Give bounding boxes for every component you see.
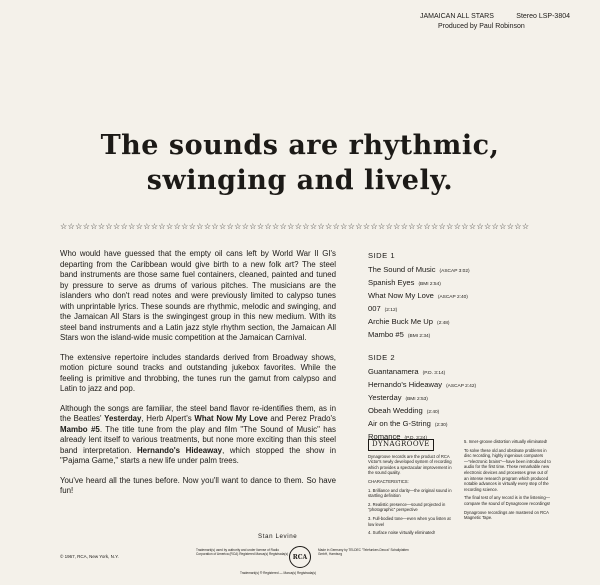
text-run: , which stopped the show in "Pajama Game," starts a new life under palm trees. (60, 445, 336, 465)
track-title: Hernando's Hideaway (368, 380, 443, 389)
liner-paragraph-2: The extensive repertoire includes standards derived from Broadway shows, motion picture sound tracks and outstanding jukebox favorites. While the feeling is primitive and throbbing, the tunes run the gamut from calypso and Latin to jazz and pop. (60, 352, 336, 393)
track-item (368, 291, 548, 304)
track-title: Yesterday (368, 393, 402, 402)
track-item (368, 304, 548, 317)
track-item (368, 419, 548, 432)
track-item (368, 393, 548, 406)
song-title-bold: Mambo #5 (60, 424, 100, 434)
track-item (368, 367, 548, 380)
side-1-heading: SIDE 1 (368, 251, 396, 260)
characteristics-heading: CHARACTERISTICS: (368, 478, 409, 484)
dynagroove-text: The final test of any record is in the listening—compare the sound of Dynagroove recordings! (464, 495, 551, 506)
text-run: , Herb Alpert's (141, 414, 195, 423)
track-title: Obeah Wedding (368, 406, 423, 415)
track-meta: (P.D. 3:14) (422, 371, 446, 376)
track-meta: (ASCAP 2:40) (437, 295, 468, 300)
text-run: and Perez Prado's (267, 414, 336, 423)
track-item (368, 380, 548, 393)
dynagroove-text: To solve these old and obstinate problems in disc recording, highly ingenious computers—"electronic brains"—have been introduced to audio for the first time. These remarkable new electronic devices and processes grew out of an intense research program which produced notable advances in virtually every step of the recording science. (464, 447, 551, 492)
manufacture-notice: Made in Germany by TELDEC "Telefunken-Decca" Schallplatten GmbH, Hamburg (318, 548, 409, 557)
dynagroove-intro: Dynagroove records are the product of RCA Victor's newly developed system of recording which provides a spectacular improvement in the sound quality. (368, 453, 452, 476)
dynagroove-logo: DYNAGROOVE (368, 439, 434, 451)
track-meta: (2:12) (384, 308, 398, 313)
track-item (368, 406, 548, 419)
track-meta: (BMI 2:54) (418, 282, 441, 287)
headline-line-2: swinging and lively. (146, 165, 454, 196)
track-meta: (BMI 2:53) (405, 397, 428, 402)
headline (0, 128, 600, 198)
headline-line-1: The sounds are rhythmic, (100, 130, 500, 161)
catalog-number: Stereo LSP-3804 (516, 13, 570, 20)
producer-credit: Produced by Paul Robinson (438, 23, 525, 30)
dynagroove-text: Dynagroove recordings are mastered on RCA Magnetic Tape. (464, 509, 549, 521)
artist-name: JAMAICAN ALL STARS (420, 13, 494, 20)
dynagroove-col-1 (368, 439, 456, 539)
track-title: Guantanamera (368, 367, 419, 376)
catalog-header (420, 12, 570, 32)
star-divider: ☆☆☆☆☆☆☆☆☆☆☆☆☆☆☆☆☆☆☆☆☆☆☆☆☆☆☆☆☆☆☆☆☆☆☆☆☆☆☆☆☆☆☆☆☆☆☆☆☆☆☆☆☆☆☆☆☆☆☆☆☆☆ (60, 222, 530, 231)
characteristic-item: 3. Full-bodied tone—even when you listen at low level (368, 515, 451, 527)
track-meta: (P.D. 3:24) (404, 436, 428, 441)
characteristic-item: 5. Inner-groove distortion virtually eliminated! (464, 439, 548, 444)
track-meta: (ASCAP 2:42) (446, 384, 477, 389)
text-run: . The title tune from the play and film "The Sound of Music" has already lent itself to various treatments, but none more exciting than this steel band interpretation. (60, 424, 336, 455)
characteristic-item: 4. Surface noise virtually eliminated! (368, 530, 436, 536)
song-title-bold: Yesterday (104, 414, 142, 423)
song-title-bold: Hernando's Hideaway (136, 445, 223, 455)
characteristic-item: 2. Realistic presence—sound projected in "photographic" perspective (368, 501, 446, 513)
track-meta: (ASCAP 3:02) (439, 269, 470, 274)
characteristic-item: 1. Brilliance and clarity—the original sound in startling definition (368, 487, 452, 499)
dynagroove-col-2 (464, 439, 552, 539)
track-meta: (2:48) (437, 321, 450, 326)
track-title: Air on the G-String (368, 419, 431, 428)
song-title-bold: What Now My Love (194, 414, 268, 423)
track-title: Spanish Eyes (368, 278, 415, 287)
liner-paragraph-4: You've heard all the tunes before. Now you'll want to dance to them. So have fun! (60, 475, 336, 495)
legal-notice: Trademark(s) used by authority and under license of Radio Corporation of America (RCA) Registered Marca(s) Registrada(s) (196, 548, 289, 557)
dynagroove-panel (368, 439, 552, 539)
track-title: 007 (368, 304, 381, 313)
tracklist (368, 251, 548, 445)
track-title: What Now My Love (368, 291, 434, 300)
text-run: Although the songs are familiar, the steel band flavor re-identifies them, as in the Beatles' (60, 403, 336, 423)
track-meta: (BMI 2:34) (407, 334, 431, 339)
copyright: © 1967, RCA, New York, N.Y. (60, 554, 119, 559)
liner-paragraph-3 (60, 404, 336, 467)
author-signature: Stan Levine (258, 533, 298, 540)
track-title: Archie Buck Me Up (368, 317, 433, 326)
track-meta: (2:40) (426, 410, 440, 415)
trademark-notice: Trademark(s) ® Registered — Marca(s) Registrada(s) (240, 571, 317, 575)
track-title: Mambo #5 (368, 330, 404, 339)
track-item (368, 278, 548, 291)
track-title: The Sound of Music (368, 265, 436, 274)
liner-notes (60, 249, 336, 506)
side-2-heading: SIDE 2 (368, 353, 396, 362)
track-item (368, 265, 548, 278)
track-item (368, 330, 548, 343)
rca-logo: RCA (289, 546, 311, 568)
track-meta: (2:30) (434, 423, 448, 428)
track-title: Romance (368, 432, 401, 441)
track-item (368, 317, 548, 330)
liner-paragraph-1: Who would have guessed that the empty oil cans left by World War II GI's departing from the Caribbean would give birth to a new folk art? The steel band instruments are those same fuel containers, cleaned, painted and tuned by pressure to serve as drums of various pitches. The musicians are the islanders who don't read notes and were previously limited to calypso tunes with unprintable lyrics. These sounds are rhythmic, melodic and swinging, and the Jamaican All Stars is the swingingest group in this new medium. With its steel band instruments and a Latin jazz style rhythm section, the Jamaican All Stars won the island-wide music competition at the Jamaican Carnival. (60, 249, 336, 342)
